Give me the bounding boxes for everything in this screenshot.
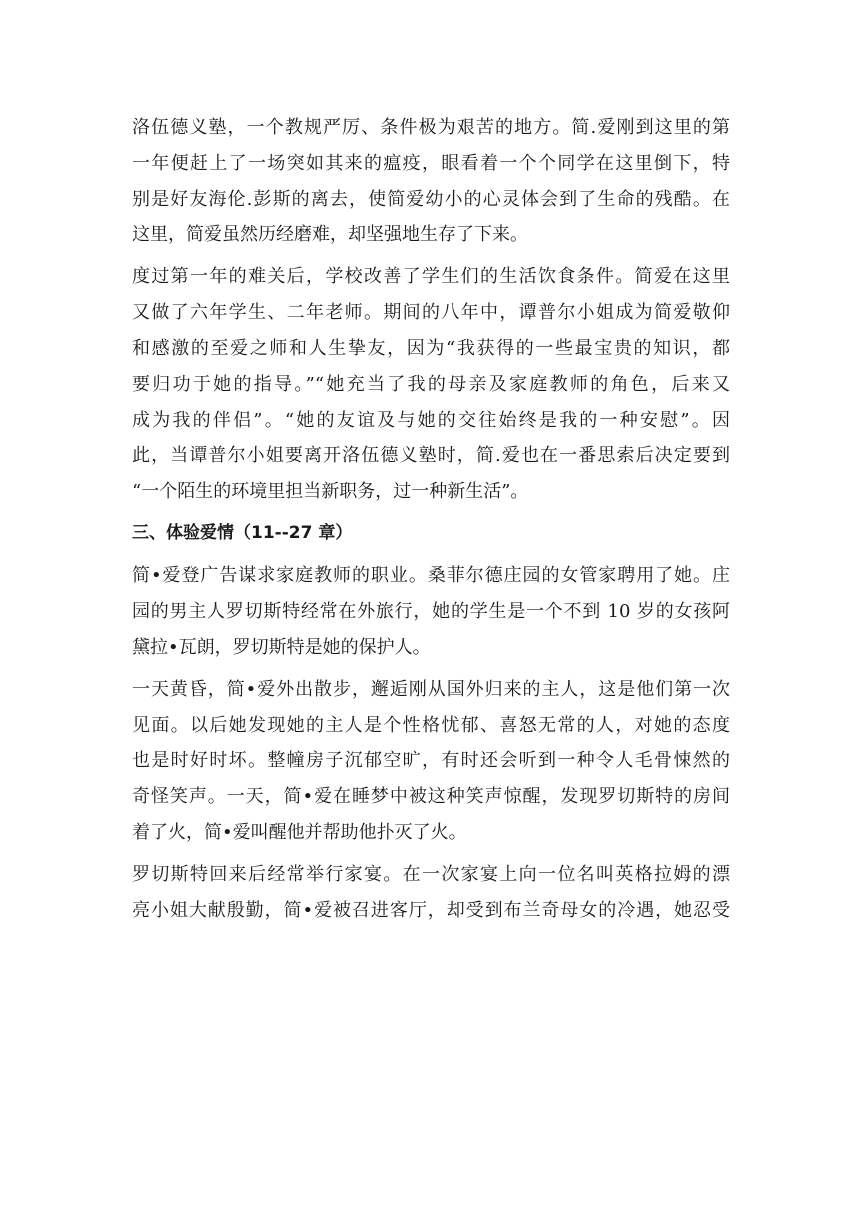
- text-line: 简•爱登广告谋求家庭教师的职业。桑菲尔德庄园的女管家聘用了她。庄: [132, 565, 730, 587]
- text-line: 园的男主人罗切斯特经常在外旅行，她的学生是一个不到 10 岁的女孩阿: [132, 600, 730, 622]
- text-line: 度过第一年的难关后，学校改善了学生们的生活饮食条件。简爱在这里: [132, 266, 730, 288]
- text-line: 一天黄昏，简•爱外出散步，邂逅刚从国外归来的主人，这是他们第一次: [132, 678, 730, 700]
- paragraph-lowood: [132, 110, 730, 253]
- text-line: 又做了六年学生、二年老师。期间的八年中，谭普尔小姐成为简爱敬仰: [132, 302, 730, 324]
- text-line: 也是时好时坏。整幢房子沉郁空旷，有时还会听到一种令人毛骨悚然的: [132, 750, 730, 772]
- text-line: 成为我的伴侣”。“她的友谊及与她的交往始终是我的一种安慰”。因: [132, 409, 730, 431]
- text-line: 和感激的至爱之师和人生挚友，因为“我获得的一些最宝贵的知识，都: [132, 337, 730, 359]
- text-line: 黛拉•瓦朗，罗切斯特是她的保护人。: [132, 636, 431, 658]
- text-line: 见面。以后她发现她的主人是个性格忧郁、喜怒无常的人，对她的态度: [132, 714, 730, 736]
- text-line: 这里，简爱虽然历经磨难，却坚强地生存了下来。: [132, 224, 528, 246]
- paragraph-banquet: [132, 857, 730, 929]
- text-line: 洛伍德义塾，一个教规严厉、条件极为艰苦的地方。简.爱刚到这里的第: [132, 117, 730, 138]
- paragraph-first-meeting: [132, 672, 730, 851]
- text-line: 要归功于她的指导。”“她充当了我的母亲及家庭教师的角色，后来又: [132, 373, 730, 395]
- text-line: 别是好友海伦.彭斯的离去，使简爱幼小的心灵体会到了生命的残酷。在: [132, 188, 730, 210]
- text-line: 亮小姐大献殷勤，简•爱被召进客厅，却受到布兰奇母女的冷遇，她忍受: [132, 899, 730, 921]
- text-line: 一年便赶上了一场突如其来的瘟疫，眼看着一个个同学在这里倒下，特: [132, 152, 730, 174]
- text-line: 着了火，简•爱叫醒他并帮助他扑灭了火。: [132, 821, 467, 843]
- text-line: “一个陌生的环境里担当新职务，过一种新生活”。: [132, 481, 529, 503]
- text-line: 此，当谭普尔小姐要离开洛伍德义塾时，简.爱也在一番思索后决定要到: [132, 445, 730, 467]
- text-line: 奇怪笑声。一天，简•爱在睡梦中被这种笑声惊醒，发现罗切斯特的房间: [132, 786, 730, 808]
- document-page: [132, 110, 730, 935]
- paragraph-governess: [132, 558, 730, 665]
- paragraph-temple: [132, 259, 730, 510]
- text-line: 罗切斯特回来后经常举行家宴。在一次家宴上向一位名叫英格拉姆的漂: [132, 863, 730, 885]
- section-heading: 三、体验爱情（11--27 章）: [132, 523, 353, 544]
